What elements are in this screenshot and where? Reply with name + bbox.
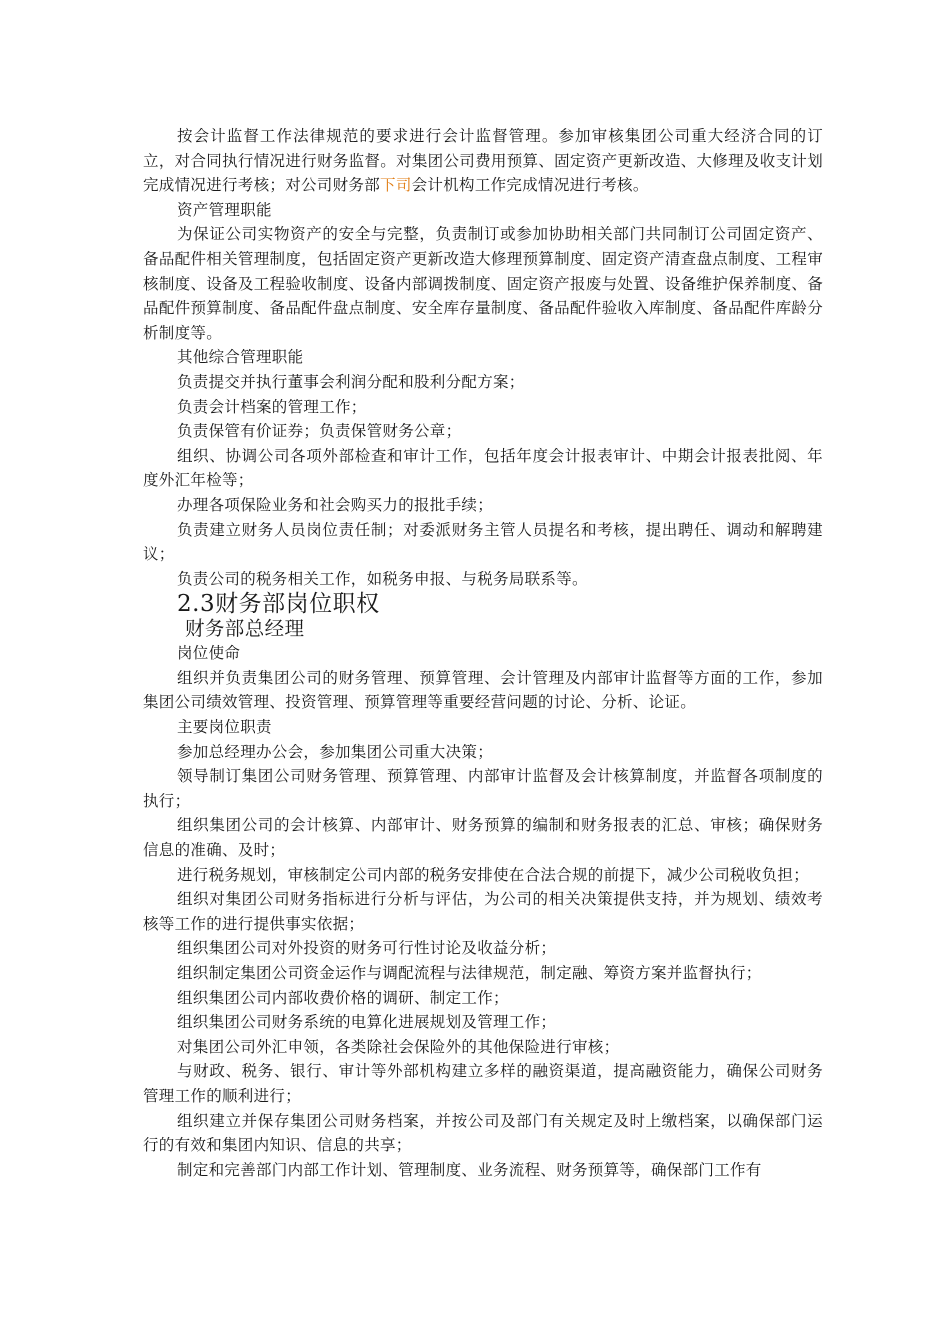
audit-supervision-paragraph xyxy=(143,124,823,198)
other-item: 负责保管有价证券；负责保管财务公章； xyxy=(177,422,462,441)
section-title: 2.3财务部岗位职权 xyxy=(177,591,380,618)
other-item: 负责会计档案的管理工作； xyxy=(177,397,367,416)
audit-supervision-text-b: 会计机构工作完成情况进行考核。 xyxy=(411,176,649,195)
duty-item: 领导制订集团公司财务管理、预算管理、内部审计监督及会计核算制度，并监督各项制度的执行； xyxy=(143,767,823,810)
asset-management-heading: 资产管理职能 xyxy=(177,200,272,219)
duty-item: 组织集团公司财务系统的电算化进展规划及管理工作； xyxy=(177,1013,557,1032)
document-page xyxy=(143,124,823,1182)
duty-item: 组织制定集团公司资金运作与调配流程与法律规范，制定融、筹资方案并监督执行； xyxy=(177,964,762,982)
audit-supervision-text-a: 按会计监督工作法律规范的要求进行会计监督管理。参加审核集团公司重大经济合同的订立，对合同执行情况进行财务监督。对集团公司费用预算、固定资产更新改造、大修理及收支计划完成情况进行考核；对公司财务部 xyxy=(143,127,823,195)
mission-paragraph: 组织并负责集团公司的财务管理、预算管理、会计管理及内部审计监督等方面的工作，参加集团公司绩效管理、投资管理、预算管理等重要经营问题的讨论、分析、论证。 xyxy=(143,668,823,712)
other-item: 负责提交并执行董事会利润分配和股利分配方案； xyxy=(177,372,525,391)
mission-heading: 岗位使命 xyxy=(177,644,241,663)
duty-item: 与财政、税务、银行、审计等外部机构建立多样的融资渠道，提高融资能力，确保公司财务管理工作的顺利进行； xyxy=(143,1062,823,1105)
duty-item: 参加总经理办公会，参加集团公司重大决策； xyxy=(177,742,494,761)
duties-heading: 主要岗位职责 xyxy=(177,718,272,737)
duty-item: 进行税务规划，审核制定公司内部的税务安排使在合法合规的前提下，减少公司税收负担； xyxy=(177,865,810,884)
highlighted-text: 下司 xyxy=(380,176,412,195)
other-item: 办理各项保险业务和社会购买力的报批手续； xyxy=(177,495,494,514)
position-title: 财务部总经理 xyxy=(185,617,305,641)
duty-item: 对集团公司外汇申领，各类除社会保险外的其他保险进行审核； xyxy=(177,1037,620,1056)
duty-item: 组织集团公司的会计核算、内部审计、财务预算的编制和财务报表的汇总、审核；确保财务信息的准确、及时； xyxy=(143,816,823,860)
other-item: 负责公司的税务相关工作，如税务申报、与税务局联系等。 xyxy=(177,569,588,588)
duty-item: 组织对集团公司财务指标进行分析与评估，为公司的相关决策提供支持，并为规划、绩效考核等工作的进行提供事实依据； xyxy=(143,890,823,933)
duty-item: 组织建立并保存集团公司财务档案，并按公司及部门有关规定及时上缴档案，以确保部门运行的有效和集团内知识、信息的共享； xyxy=(143,1111,823,1155)
duty-item: 组织集团公司内部收费价格的调研、制定工作； xyxy=(177,988,509,1007)
other-item: 负责建立财务人员岗位责任制；对委派财务主管人员提名和考核，提出聘任、调动和解聘建议； xyxy=(143,520,823,564)
other-management-heading: 其他综合管理职能 xyxy=(177,348,304,367)
duty-item: 制定和完善部门内部工作计划、管理制度、业务流程、财务预算等，确保部门工作有 xyxy=(177,1160,762,1179)
asset-management-paragraph: 为保证公司实物资产的安全与完整，负责制订或参加协助相关部门共同制订公司固定资产、备品配件相关管理制度，包括固定资产更新改造大修理预算制度、固定资产清查盘点制度、工程审核制度、设备及工程验收制度、设备内部调拨制度、固定资产报废与处置、设备维护保养制度、备品配件预算制度、备品配件盘点制度、安全库存量制度、备品配件验收入库制度、备品配件库龄分析制度等。 xyxy=(143,225,823,342)
duty-item: 组织集团公司对外投资的财务可行性讨论及收益分析； xyxy=(177,939,557,958)
other-item: 组织、协调公司各项外部检查和审计工作，包括年度会计报表审计、中期会计报表批阅、年度外汇年检等； xyxy=(143,446,823,490)
